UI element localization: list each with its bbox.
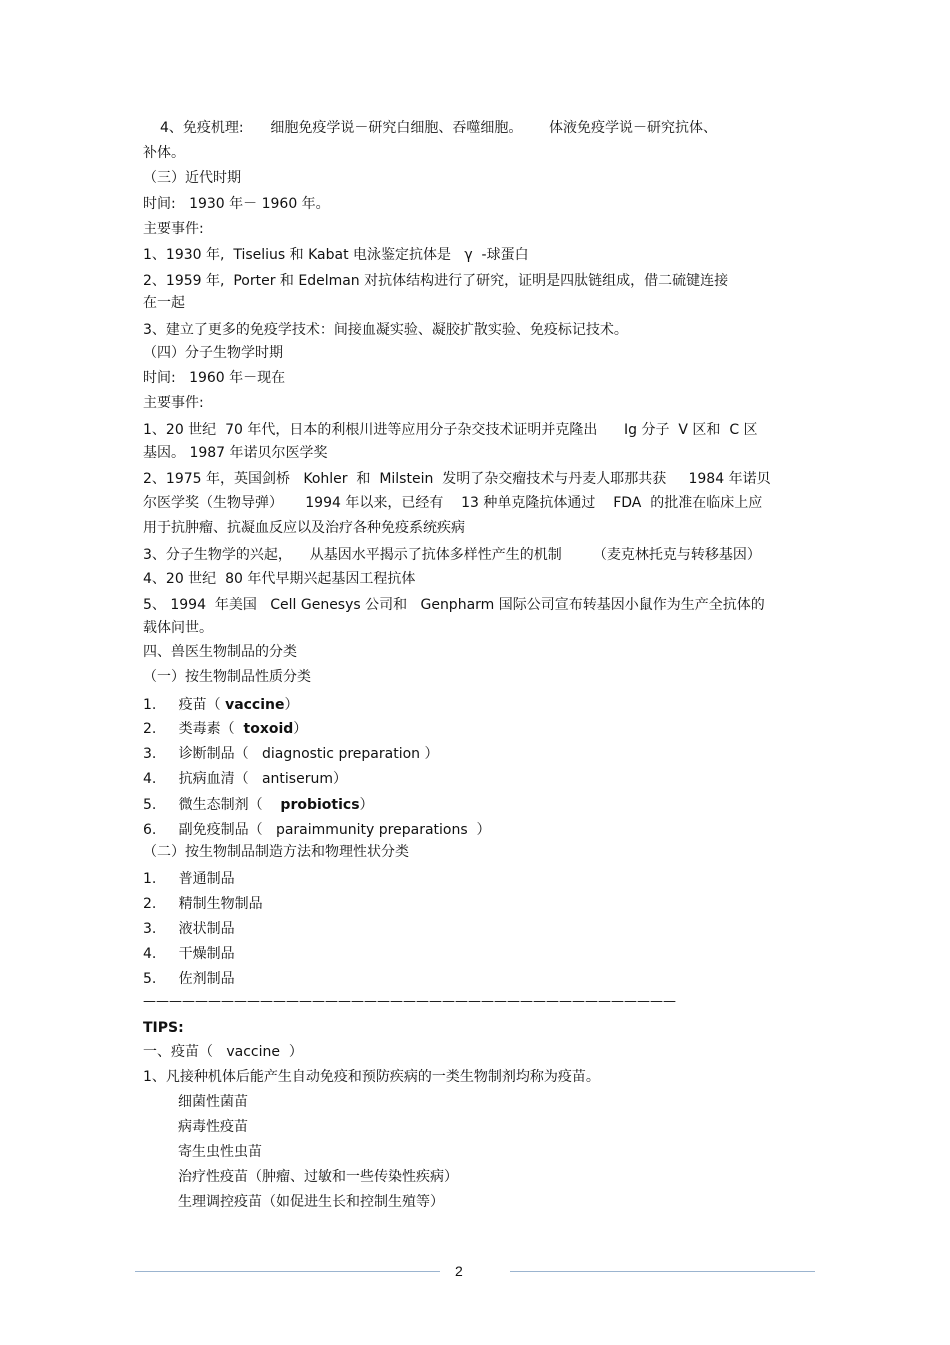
text-line: 4、20 世纪 80 年代早期兴起基因工程抗体 xyxy=(143,571,416,587)
list-item: 2. 精制生物制品 xyxy=(143,896,263,912)
list-item: 1. 普通制品 xyxy=(143,871,235,887)
list-item: 4. 干燥制品 xyxy=(143,946,235,962)
list-item: 6. 副免疫制品（ paraimmunity preparations ） xyxy=(143,822,491,838)
list-item: 1. 疫苗（ vaccine） xyxy=(143,697,299,713)
dash-divider: ————————————————————————————————————————— xyxy=(143,994,676,1009)
text-line: 时间: 1960 年－现在 xyxy=(143,370,286,386)
list-item: 治疗性疫苗（肿瘤、过敏和一些传染性疾病） xyxy=(178,1169,458,1185)
footer-rule-right xyxy=(510,1271,815,1272)
section-heading: （二）按生物制品制造方法和物理性状分类 xyxy=(143,844,409,860)
section-heading: （四）分子生物学时期 xyxy=(143,345,283,361)
text-line: 在一起 xyxy=(143,295,185,311)
list-item: 4. 抗病血清（ antiserum） xyxy=(143,771,347,787)
text-line: 3、分子生物学的兴起， 从基因水平揭示了抗体多样性产生的机制 （麦克林托克与转移基因） xyxy=(143,547,761,563)
list-item: 3. 液状制品 xyxy=(143,921,235,937)
section-heading: 一、疫苗（ vaccine ） xyxy=(143,1044,303,1060)
text-line: 1、1930 年, Tiselius 和 Kabat 电泳鉴定抗体是 γ -球蛋白 xyxy=(143,247,529,263)
text-line: 3、建立了更多的免疫学技术：间接血凝实验、凝胶扩散实验、免疫标记技术。 xyxy=(143,322,628,338)
text-line: 2、1975 年，英国剑桥 Kohler 和 Milstein 发明了杂交瘤技术与丹麦人耶那共获 1984 年诺贝 xyxy=(143,471,771,487)
text-line: 主要事件: xyxy=(143,221,204,237)
text-line: 1、凡接种机体后能产生自动免疫和预防疾病的一类生物制剂均称为疫苗。 xyxy=(143,1069,600,1085)
section-heading: 四、兽医生物制品的分类 xyxy=(143,644,297,660)
text-line: 基因。 1987 年诺贝尔医学奖 xyxy=(143,445,328,461)
text-line: 5、 1994 年美国 Cell Genesys 公司和 Genpharm 国际公司宣布转基因小鼠作为生产全抗体的 xyxy=(143,597,765,613)
list-item: 5. 微生态制剂（ probiotics） xyxy=(143,797,374,813)
list-item: 细菌性菌苗 xyxy=(178,1094,248,1110)
section-heading: （三）近代时期 xyxy=(143,170,241,186)
footer-rule-left xyxy=(135,1271,440,1272)
tips-heading: TIPS: xyxy=(143,1020,184,1036)
list-item: 2. 类毒素（ toxoid） xyxy=(143,721,308,737)
section-heading: （一）按生物制品性质分类 xyxy=(143,669,311,685)
list-item: 生理调控疫苗（如促进生长和控制生殖等） xyxy=(178,1194,444,1210)
text-line: 主要事件: xyxy=(143,395,204,411)
text-line: 1、20 世纪 70 年代，日本的利根川进等应用分子杂交技术证明并克隆出 Ig 分子 V 区和 C 区 xyxy=(143,422,758,438)
text-line: 用于抗肿瘤、抗凝血反应以及治疗各种免疫系统疾病 xyxy=(143,520,465,536)
text-line: 2、1959 年, Porter 和 Edelman 对抗体结构进行了研究，证明是四肽链组成，借二硫键连接 xyxy=(143,273,729,289)
text-line: 尔医学奖（生物导弹） 1994 年以来，已经有 13 种单克隆抗体通过 FDA 的批准在临床上应 xyxy=(143,495,763,511)
text-line: 补体。 xyxy=(143,145,185,161)
text-line: 4、免疫机理: 细胞免疫学说－研究白细胞、吞噬细胞。 体液免疫学说－研究抗体、 xyxy=(160,120,718,136)
text-line: 载体问世。 xyxy=(143,620,213,636)
page-number: 2 xyxy=(455,1263,463,1279)
list-item: 3. 诊断制品（ diagnostic preparation ） xyxy=(143,746,439,762)
list-item: 寄生虫性虫苗 xyxy=(178,1144,262,1160)
text-line: 时间: 1930 年－ 1960 年。 xyxy=(143,196,330,212)
list-item: 病毒性疫苗 xyxy=(178,1119,248,1135)
list-item: 5. 佐剂制品 xyxy=(143,971,235,987)
